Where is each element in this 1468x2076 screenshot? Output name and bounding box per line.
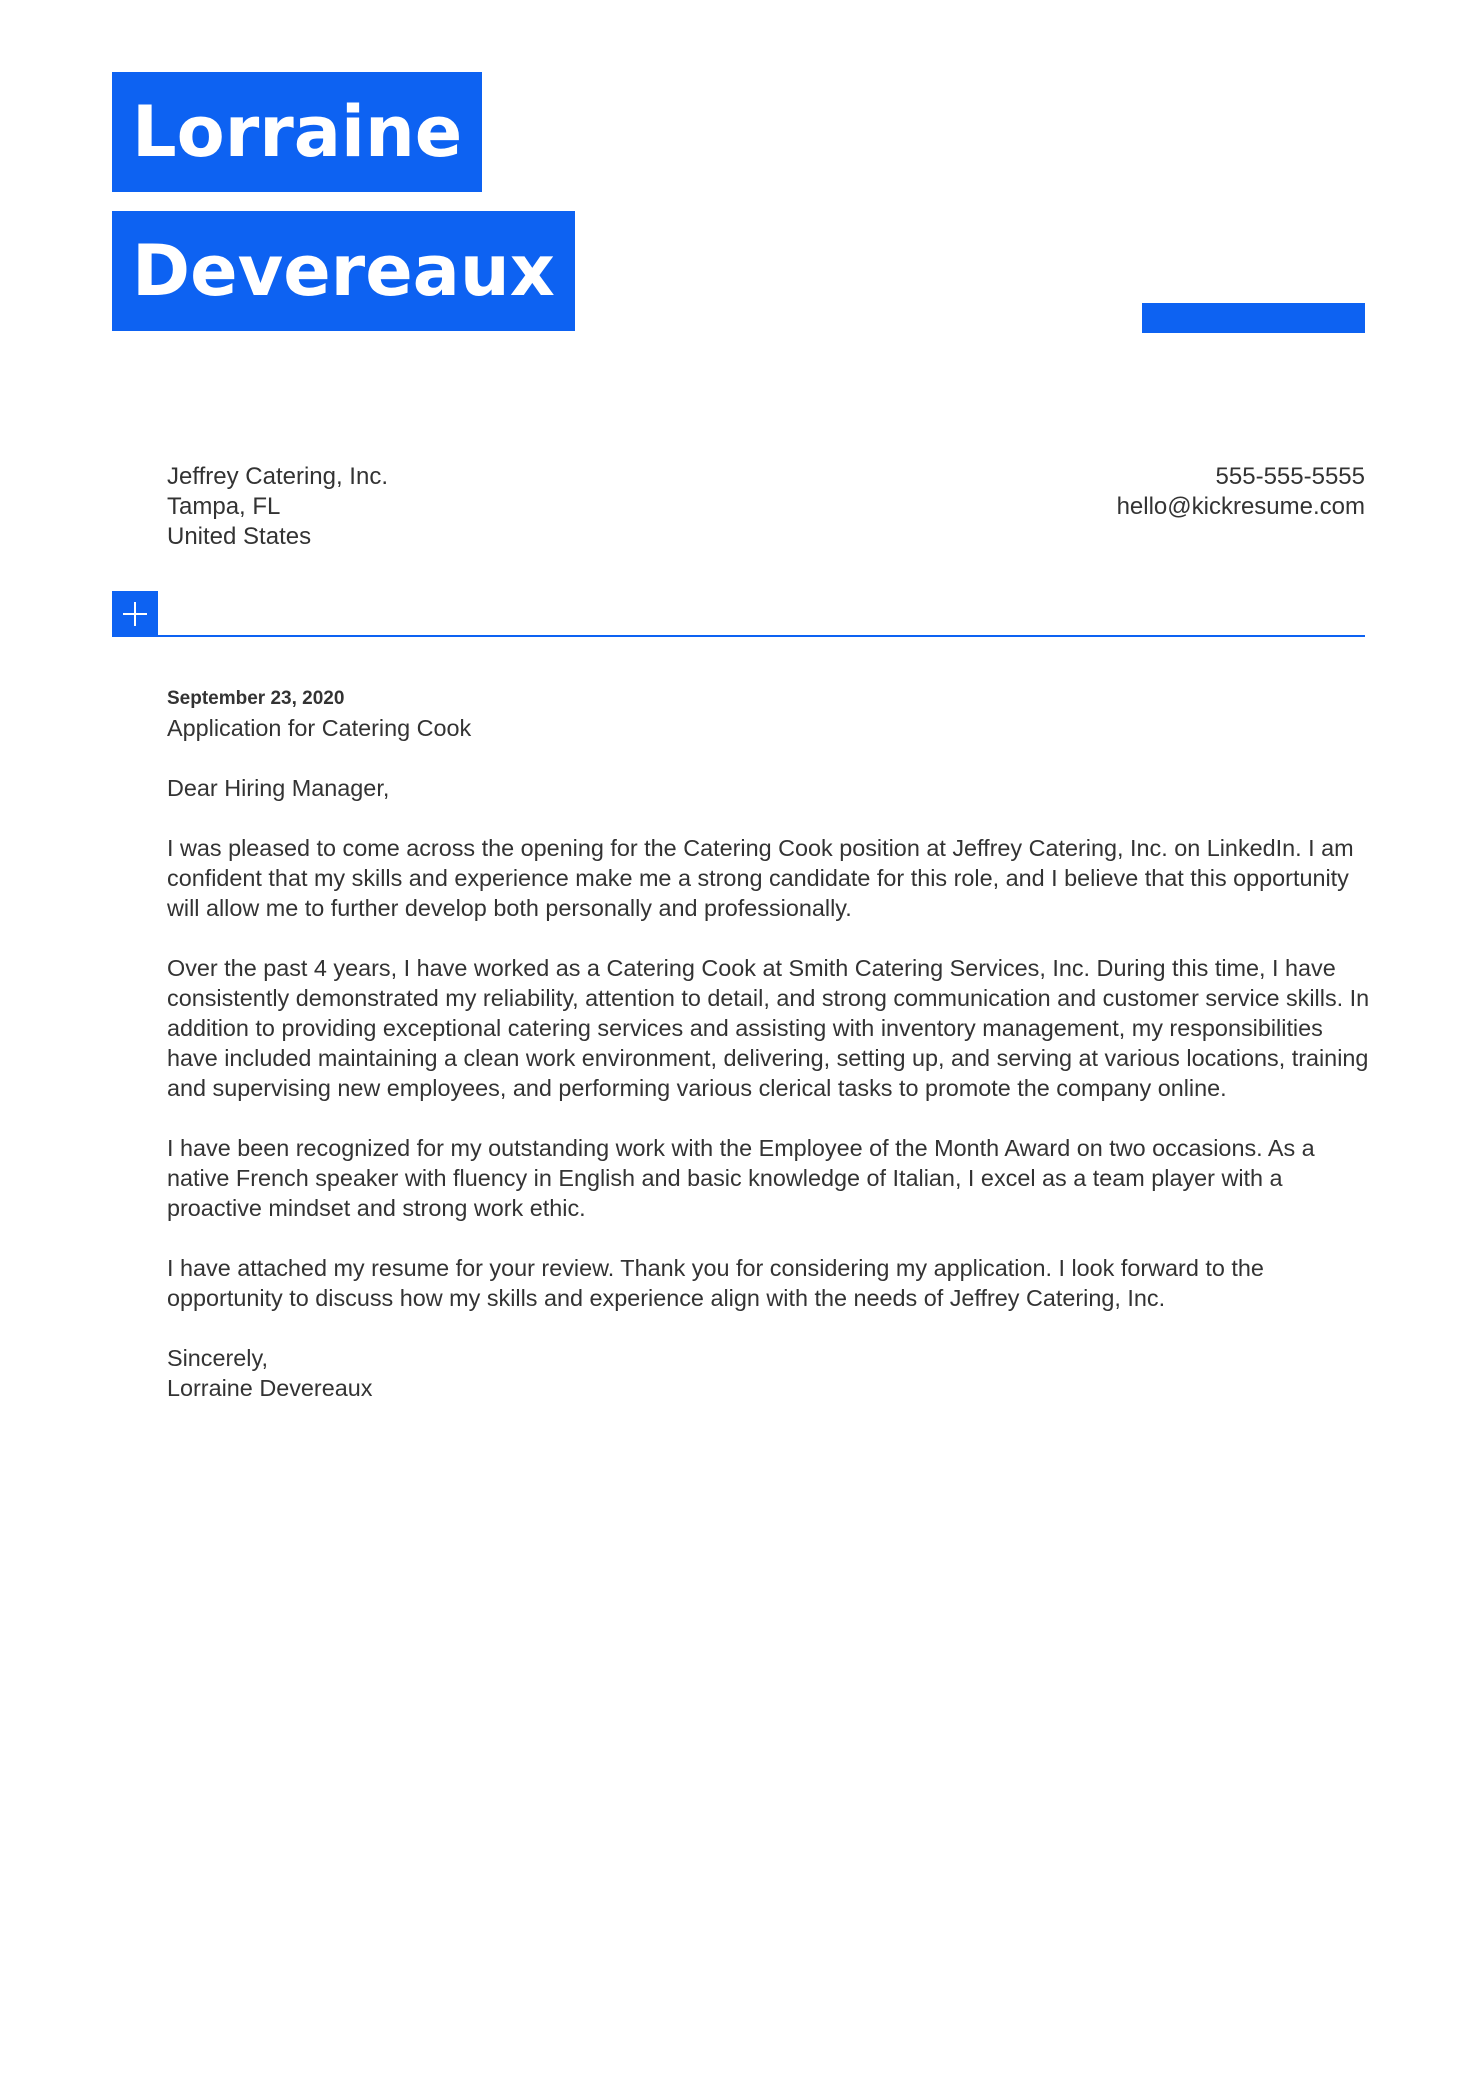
plus-icon xyxy=(112,591,158,637)
letter-signature: Lorraine Devereaux xyxy=(167,1375,373,1401)
section-divider xyxy=(112,635,1365,637)
recipient-country: United States xyxy=(167,523,312,550)
letter-paragraph: Over the past 4 years, I have worked as a Catering Cook at Smith Catering Services, Inc. During this time, I have consistently demonstrated my reliability, attention to detail, and strong communication and customer service skills. In addition to providing exceptional catering services and assisting with inventory management, my responsibilities have included maintaining a clean work environment, delivering, setting up, and serving at various locations, training and supervising new employees, and performing various clerical tasks to promote the company online. xyxy=(167,955,1370,1101)
letter-date: September 23, 2020 xyxy=(167,688,345,709)
letter-signoff xyxy=(167,1343,1372,1403)
first-name-banner xyxy=(112,72,482,192)
first-name: Lorraine xyxy=(132,91,463,173)
header-accent-bar xyxy=(1142,303,1365,333)
letter-subject: Application for Catering Cook xyxy=(167,715,472,741)
contact-info xyxy=(1117,462,1365,522)
last-name-banner xyxy=(112,211,575,331)
letter-closing: Sincerely, xyxy=(167,1345,268,1371)
phone-number: 555-555-5555 xyxy=(1215,463,1365,490)
email-address: hello@kickresume.com xyxy=(1116,493,1365,520)
letter-paragraph: I have attached my resume for your review. Thank you for considering my application. I look forward to the opportunity to discuss how my skills and experience align with the needs of Jeffrey Catering, Inc. xyxy=(167,1255,1264,1311)
recipient-city: Tampa, FL xyxy=(167,493,281,520)
letter-body xyxy=(167,687,1372,1403)
letter-greeting: Dear Hiring Manager, xyxy=(167,775,390,801)
last-name: Devereaux xyxy=(132,230,555,312)
recipient-company: Jeffrey Catering, Inc. xyxy=(167,463,388,490)
letter-paragraph: I have been recognized for my outstanding work with the Employee of the Month Award on two occasions. As a native French speaker with fluency in English and basic knowledge of Italian, I excel as a team player with a proactive mindset and strong work ethic. xyxy=(167,1135,1315,1221)
letter-paragraph: I was pleased to come across the opening for the Catering Cook position at Jeffrey Catering, Inc. on LinkedIn. I am confident that my skills and experience make me a strong candidate for this role, and I believe that this opportunity will allow me to further develop both personally and professionally. xyxy=(167,835,1354,921)
recipient-address xyxy=(167,462,388,552)
